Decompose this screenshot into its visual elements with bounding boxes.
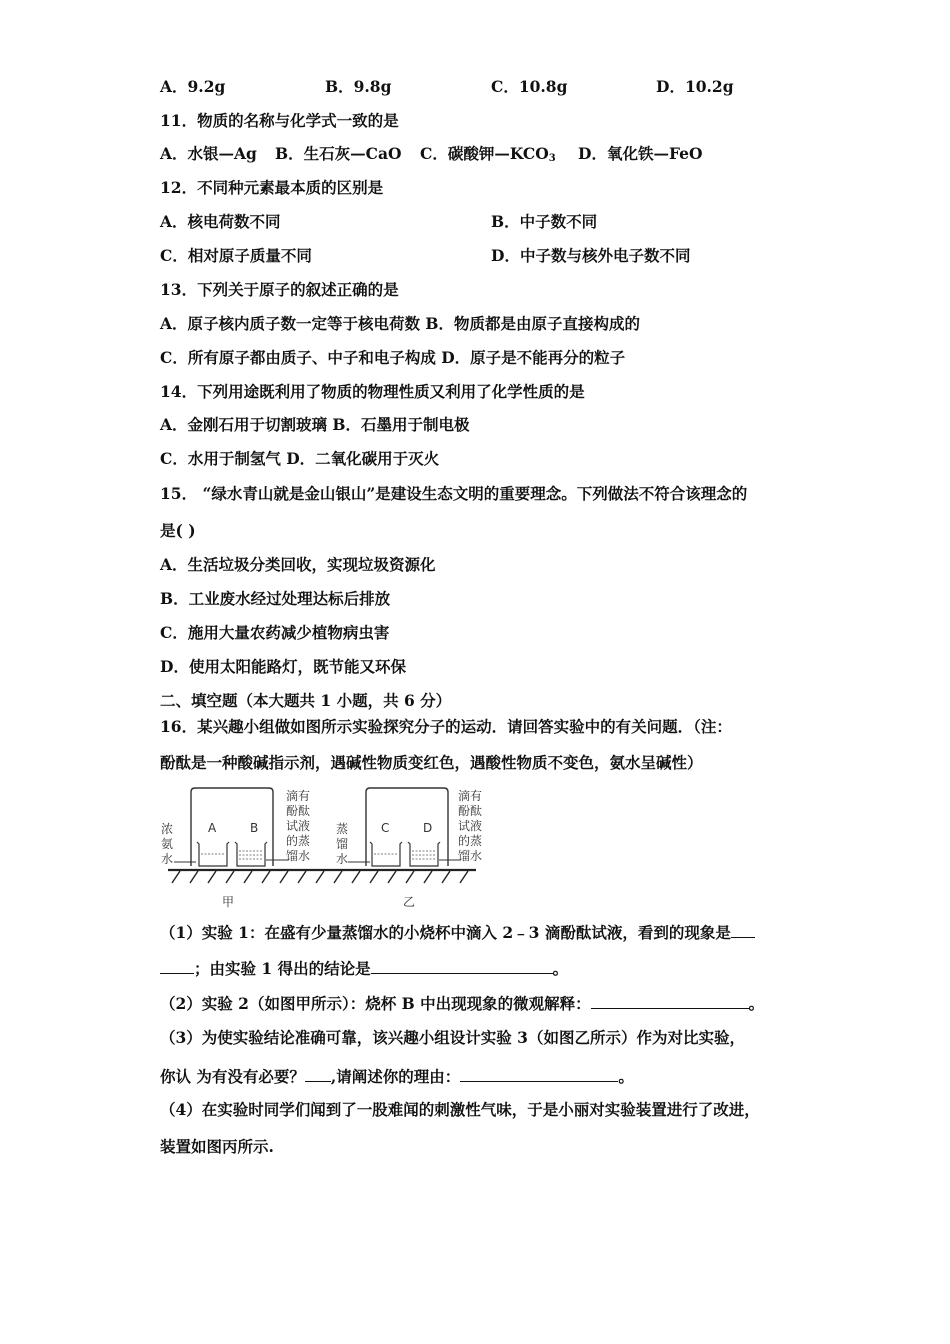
beaker-d	[408, 842, 440, 866]
caption-yi: 乙	[403, 895, 416, 909]
label-phenol-water-yi-2: 酚酞	[458, 804, 483, 818]
beaker-d-label: D	[423, 821, 433, 835]
q15-stem-line2: 是( )	[160, 521, 196, 540]
q16-part1-blank2[interactable]	[371, 958, 553, 974]
q16-part2	[160, 993, 764, 1014]
q16-part1-end: 。	[552, 959, 569, 978]
q14-options-row2[interactable]: C．水用于制氢气 D．二氧化碳用于灭火	[160, 449, 440, 468]
q11-option-a[interactable]: A．水银—Ag	[160, 144, 257, 163]
q14-options-row1[interactable]: A．金刚石用于切割玻璃 B．石墨用于制电极	[160, 415, 470, 434]
q16-part3-end: 。	[618, 1067, 634, 1086]
q11-option-b[interactable]: B．生石灰—CaO	[275, 144, 402, 163]
label-phenol-water-jia-2: 酚酞	[286, 804, 311, 818]
q11-option-c-text: C．碳酸钾—KCO	[420, 144, 549, 163]
q16-part4-line1: （4）在实验时同学们闻到了一股难闻的刺激性气味，于是小丽对实验装置进行了改进，	[160, 1100, 760, 1119]
beaker-b-liquid	[239, 851, 263, 859]
bell-jar-jia	[191, 788, 273, 866]
q16-part4-line2: 装置如图丙所示.	[160, 1137, 274, 1156]
q16-stem-line1: 16．某兴趣小组做如图所示实验探究分子的运动．请回答实验中的有关问题．（注：	[160, 717, 732, 736]
q16-part3-blank1[interactable]	[305, 1066, 331, 1082]
ground-hatching	[172, 871, 468, 883]
q11-option-c-subscript: 3	[548, 153, 556, 164]
q12-option-b[interactable]: B．中子数不同	[491, 212, 598, 231]
label-phenol-water-jia-1: 滴有	[286, 789, 311, 803]
q11-stem: 11．物质的名称与化学式一致的是	[160, 111, 399, 130]
q15-option-b[interactable]: B．工业废水经过处理达标后排放	[160, 589, 391, 608]
label-distilled-water-1: 蒸	[336, 822, 349, 836]
label-phenol-water-yi-5: 馏水	[458, 849, 483, 863]
q14-stem: 14．下列用途既利用了物质的物理性质又利用了化学性质的是	[160, 382, 585, 401]
q16-part1-blank1-cont[interactable]	[160, 958, 194, 974]
q10-option-a[interactable]: A．9.2g	[160, 77, 226, 96]
label-conc-ammonia-3: 水	[161, 852, 174, 866]
q16-part2-text: （2）实验 2（如图甲所示）：烧杯 B 中出现现象的微观解释：	[160, 994, 591, 1013]
label-distilled-water-2: 馏	[336, 837, 349, 851]
beaker-b	[235, 842, 267, 866]
q16-part1-text-a: （1）实验 1：在盛有少量蒸馏水的小烧杯中滴入 2﹣3 滴酚酞试液，看到的现象是	[160, 923, 731, 942]
q11-option-c[interactable]	[420, 144, 556, 169]
beaker-a-label: A	[208, 821, 217, 835]
q15-option-a[interactable]: A．生活垃圾分类回收，实现垃圾资源化	[160, 555, 436, 574]
label-phenol-water-yi-3: 试液	[458, 819, 483, 833]
label-phenol-water-yi-4: 的蒸	[458, 834, 483, 848]
q16-stem-line2: 酚酞是一种酸碱指示剂，遇碱性物质变红色，遇酸性物质不变色，氨水呈碱性）	[160, 753, 703, 772]
q12-option-a[interactable]: A．核电荷数不同	[160, 212, 281, 231]
q15-option-c[interactable]: C．施用大量农药减少植物病虫害	[160, 623, 390, 642]
beaker-c-label: C	[381, 821, 390, 835]
q16-part2-blank[interactable]	[591, 993, 749, 1009]
q10-option-b[interactable]: B．9.8g	[325, 77, 392, 96]
label-conc-ammonia-1: 浓	[161, 822, 174, 836]
q16-part2-end: 。	[748, 994, 765, 1013]
q16-part3-blank2[interactable]	[460, 1066, 618, 1082]
label-phenol-water-jia-5: 馏水	[286, 849, 311, 863]
q16-part1-line1	[160, 922, 755, 943]
q16-part1-blank1[interactable]	[731, 922, 755, 938]
setup-yi	[336, 788, 482, 909]
q10-option-c[interactable]: C．10.8g	[491, 77, 568, 96]
q13-stem: 13．下列关于原子的叙述正确的是	[160, 280, 399, 299]
label-phenol-water-yi-1: 滴有	[458, 789, 483, 803]
label-phenol-water-jia-4: 的蒸	[286, 834, 311, 848]
beaker-d-liquid	[412, 851, 436, 859]
q16-part3-line2	[160, 1066, 634, 1087]
experiment-figure	[158, 784, 498, 910]
q12-option-d[interactable]: D．中子数与核外电子数不同	[491, 246, 691, 265]
q10-option-d[interactable]: D．10.2g	[656, 77, 734, 96]
q16-part1-text-b: ；由实验 1 得出的结论是	[194, 959, 371, 978]
beaker-b-label: B	[250, 821, 259, 835]
q13-options-row2[interactable]: C．所有原子都由质子、中子和电子构成 D．原子是不能再分的粒子	[160, 348, 626, 367]
label-distilled-water-3: 水	[336, 852, 349, 866]
q16-part3-text-a: 你认 为有没有必要？	[160, 1067, 305, 1086]
setup-jia	[161, 788, 310, 909]
label-conc-ammonia-2: 氨	[161, 837, 174, 851]
q11-option-d[interactable]: D．氧化铁—FeO	[578, 144, 703, 163]
q15-option-d[interactable]: D．使用太阳能路灯，既节能又环保	[160, 657, 406, 676]
q16-part3-text-b: ,请阐述你的理由：	[330, 1067, 461, 1086]
q16-part1-line2	[160, 958, 568, 979]
section-heading: 二、填空题（本大题共 1 小题，共 6 分）	[160, 691, 452, 710]
q13-options-row1[interactable]: A．原子核内质子数一定等于核电荷数 B．物质都是由原子直接构成的	[160, 314, 641, 333]
caption-jia: 甲	[222, 895, 235, 909]
q12-option-c[interactable]: C．相对原子质量不同	[160, 246, 312, 265]
label-phenol-water-jia-3: 试液	[286, 819, 311, 833]
q12-stem: 12．不同种元素最本质的区别是	[160, 178, 384, 197]
q15-stem-line1: 15． “绿水青山就是金山银山”是建设生态文明的重要理念。下列做法不符合该理念的	[160, 484, 748, 503]
q16-part3-line1: （3）为使实验结论准确可靠，该兴趣小组设计实验 3（如图乙所示）作为对比实验，	[160, 1028, 745, 1047]
